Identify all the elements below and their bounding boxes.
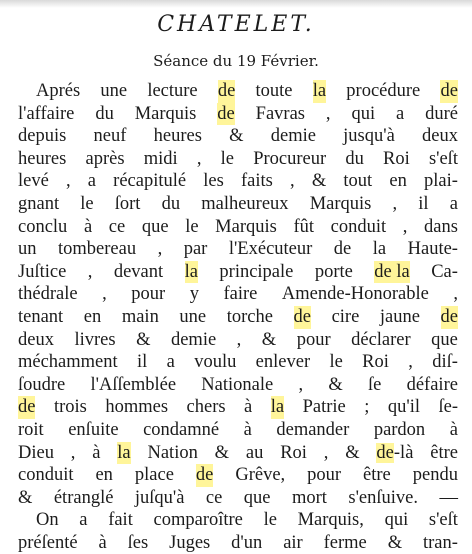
word: s'enſuive.	[348, 487, 418, 508]
word: étranglé	[53, 487, 114, 508]
word: l'affaire	[18, 103, 75, 124]
word: à	[98, 532, 107, 553]
word: Ca-	[431, 261, 458, 282]
word: —	[439, 487, 458, 508]
word: que	[141, 216, 169, 237]
highlighted-word: de	[195, 465, 214, 486]
word: voulu	[194, 352, 237, 373]
word: du	[95, 103, 114, 124]
word: Aprés	[36, 81, 81, 101]
word: plai-	[424, 171, 458, 192]
highlighted-word: de	[217, 103, 235, 124]
word: ,	[290, 171, 295, 192]
word: ſoudre	[18, 374, 66, 395]
word: au	[245, 442, 264, 463]
word: neuf	[93, 126, 127, 147]
word: cire	[331, 306, 360, 327]
word: défaire	[406, 374, 458, 395]
word: ,	[392, 193, 398, 214]
word: deux	[422, 126, 458, 147]
word: hommes	[105, 397, 169, 418]
word: a	[395, 103, 405, 124]
word: ſort	[114, 193, 141, 214]
word: ce	[205, 487, 223, 508]
text-line	[18, 238, 458, 261]
text-line	[18, 306, 458, 329]
word: -là	[393, 442, 414, 463]
text-line	[18, 509, 458, 532]
highlighted-word: la	[117, 442, 131, 463]
word: midi	[143, 148, 178, 169]
word: ,	[325, 103, 331, 124]
word: devant	[113, 261, 164, 282]
word: lecture	[147, 81, 198, 101]
text-line	[18, 148, 458, 171]
text-line	[18, 216, 458, 239]
word: que	[431, 329, 458, 350]
word: ferme	[323, 532, 367, 553]
highlighted-word: de	[18, 397, 36, 418]
highlighted-word: de	[217, 81, 236, 101]
word: a	[87, 171, 96, 192]
word: que	[243, 487, 271, 508]
word: levé	[18, 171, 49, 192]
text-line	[18, 487, 458, 510]
word: méchamment	[18, 352, 118, 373]
word: On	[36, 510, 59, 531]
word: Procureur	[253, 148, 327, 169]
word: trois	[53, 397, 87, 418]
text-line	[18, 261, 458, 284]
word: l'Aſſemblée	[90, 374, 177, 395]
word: le	[220, 148, 234, 169]
word: déclarer	[351, 329, 411, 350]
word: tenant	[18, 306, 64, 327]
word: conclu	[18, 216, 68, 237]
text-line	[18, 283, 458, 306]
word: qui	[351, 103, 376, 124]
word: juſqu'à	[134, 487, 185, 508]
text-line	[18, 419, 458, 442]
highlighted-word: la	[312, 81, 327, 101]
word: enlever	[255, 352, 311, 373]
word: Marquis,	[297, 510, 364, 531]
word: tran-	[423, 532, 458, 553]
word: s'eſt	[428, 148, 458, 169]
word: air	[283, 532, 303, 553]
word: Nationale	[201, 374, 274, 395]
word: torche	[226, 306, 273, 327]
word: du	[345, 148, 364, 169]
word: pendu	[412, 465, 458, 486]
text-line	[18, 193, 458, 216]
word: deux	[18, 329, 54, 350]
word: conduit	[18, 465, 74, 486]
word: préſenté	[18, 532, 78, 553]
word: a	[79, 510, 88, 531]
text-line	[18, 103, 458, 126]
word: ſes	[127, 532, 149, 553]
word: roit	[18, 419, 44, 440]
word: ,	[236, 329, 242, 350]
word: Juſtice	[18, 261, 67, 282]
word: y	[189, 284, 199, 305]
word: jaune	[379, 306, 420, 327]
word: Roi	[362, 352, 389, 373]
word: pour	[307, 465, 342, 486]
word: condamné	[143, 419, 220, 440]
text-line	[18, 351, 458, 374]
word: &	[214, 442, 230, 463]
word: s'eſt	[428, 510, 458, 531]
word: qu'il	[387, 397, 420, 418]
highlighted-word: de	[293, 306, 311, 327]
word: Nation	[147, 442, 198, 463]
text-line	[18, 329, 458, 352]
word: être	[430, 442, 458, 463]
word: ,	[87, 261, 93, 282]
word: ;	[364, 397, 370, 418]
section-heading: CHATELET.	[157, 12, 315, 37]
word: ,	[323, 442, 329, 463]
word: par	[183, 239, 208, 260]
word: Amende-Honorable	[281, 284, 429, 305]
text-line	[18, 80, 458, 103]
word: ,	[65, 171, 71, 192]
word: principale	[219, 261, 294, 282]
word: il	[137, 352, 148, 373]
word: thédrale	[18, 284, 78, 305]
word: chers	[186, 397, 226, 418]
word: Grêve,	[235, 465, 286, 486]
text-line	[18, 442, 458, 465]
highlighted-word: la	[184, 261, 198, 282]
word: conduit	[330, 216, 387, 237]
word: ſe	[367, 374, 382, 395]
word: Haute-	[407, 239, 458, 260]
word: à	[243, 419, 252, 440]
word: les	[203, 171, 224, 192]
word: &	[345, 442, 360, 463]
word: être	[363, 465, 391, 486]
word: procédure	[346, 81, 421, 101]
word: &	[328, 374, 343, 395]
article-body	[18, 80, 458, 554]
highlighted-word: de	[440, 81, 458, 101]
word: livres	[74, 329, 116, 350]
word: ,	[453, 284, 458, 305]
word: Juges	[169, 532, 211, 553]
word: ,	[298, 374, 304, 395]
word: ,	[102, 284, 107, 305]
word: faire	[223, 284, 258, 305]
word: &	[261, 329, 277, 350]
word: &	[136, 329, 151, 350]
word: à	[244, 397, 253, 418]
highlighted-word: de la	[374, 261, 410, 282]
word: Dieu	[18, 442, 54, 463]
word: &	[229, 126, 244, 147]
word: de	[333, 239, 352, 260]
word: depuis	[18, 126, 67, 147]
text-line	[18, 374, 458, 397]
word: gnant	[18, 193, 60, 214]
word: diſ-	[432, 352, 458, 373]
word: pardon	[373, 419, 426, 440]
word: à	[83, 216, 93, 237]
word: duré	[425, 103, 458, 124]
word: en	[95, 465, 113, 486]
word: &	[387, 532, 403, 553]
word: le	[80, 193, 94, 214]
word: ,	[408, 352, 413, 373]
word: demie	[270, 126, 316, 147]
word: à	[449, 419, 458, 440]
word: le	[185, 216, 199, 237]
word	[376, 442, 413, 465]
word: &	[18, 487, 33, 508]
text-line	[18, 125, 458, 148]
session-date: Séance du 19 Février.	[153, 52, 319, 70]
word: heures	[153, 126, 202, 147]
word: Marquis	[134, 103, 197, 124]
word: en	[389, 171, 407, 192]
word: l'Exécuteur	[228, 239, 313, 260]
word: ,	[157, 239, 163, 260]
word: le	[263, 510, 277, 531]
word: tout	[343, 171, 373, 192]
word: ,	[196, 148, 202, 169]
word: pour	[131, 284, 166, 305]
word: jusqu'à	[343, 126, 395, 147]
word: pour	[296, 329, 331, 350]
word: a	[449, 193, 458, 214]
word: le	[329, 352, 343, 373]
word: une	[179, 306, 207, 327]
word: &	[311, 171, 327, 192]
word: porte	[314, 261, 353, 282]
text-line	[18, 170, 458, 193]
word: heures	[18, 148, 67, 169]
word: toute	[255, 81, 293, 101]
word: ,	[402, 216, 408, 237]
word: faits	[241, 171, 273, 192]
word: Marquis	[215, 216, 277, 237]
word: qui	[384, 510, 409, 531]
word: à	[92, 442, 101, 463]
page-top-edge	[0, 0, 472, 8]
word: ce	[108, 216, 126, 237]
word: fût	[293, 216, 315, 237]
highlighted-word: de	[376, 442, 394, 463]
word: a	[166, 352, 175, 373]
word: ſe-	[438, 397, 458, 418]
word: Patrie	[302, 397, 346, 418]
word: la	[372, 239, 387, 260]
word: ,	[70, 442, 76, 463]
word: tombereau	[58, 239, 137, 260]
word: comparoître	[153, 510, 243, 531]
word: main	[121, 306, 159, 327]
text-line	[18, 464, 458, 487]
word: après	[85, 148, 125, 169]
word: en	[83, 306, 102, 327]
word: Marquis	[309, 193, 372, 214]
word: un	[18, 239, 37, 260]
word: Favras	[255, 103, 305, 124]
word: Roi	[280, 442, 307, 463]
word: du	[161, 193, 181, 214]
word: enſuite	[68, 419, 119, 440]
word: malheureux	[201, 193, 289, 214]
text-line	[18, 532, 458, 554]
word: dans	[424, 216, 458, 237]
word: d'un	[231, 532, 263, 553]
word: place	[134, 465, 174, 486]
word: une	[100, 81, 128, 101]
word: récapitulé	[113, 171, 187, 192]
word: mort	[291, 487, 327, 508]
highlighted-word: la	[270, 397, 285, 418]
word: Roi	[383, 148, 410, 169]
word: il	[418, 193, 429, 214]
word: fait	[108, 510, 133, 531]
highlighted-word: de	[440, 306, 458, 327]
text-line	[18, 396, 458, 419]
word: demie	[170, 329, 217, 350]
word: demander	[276, 419, 350, 440]
